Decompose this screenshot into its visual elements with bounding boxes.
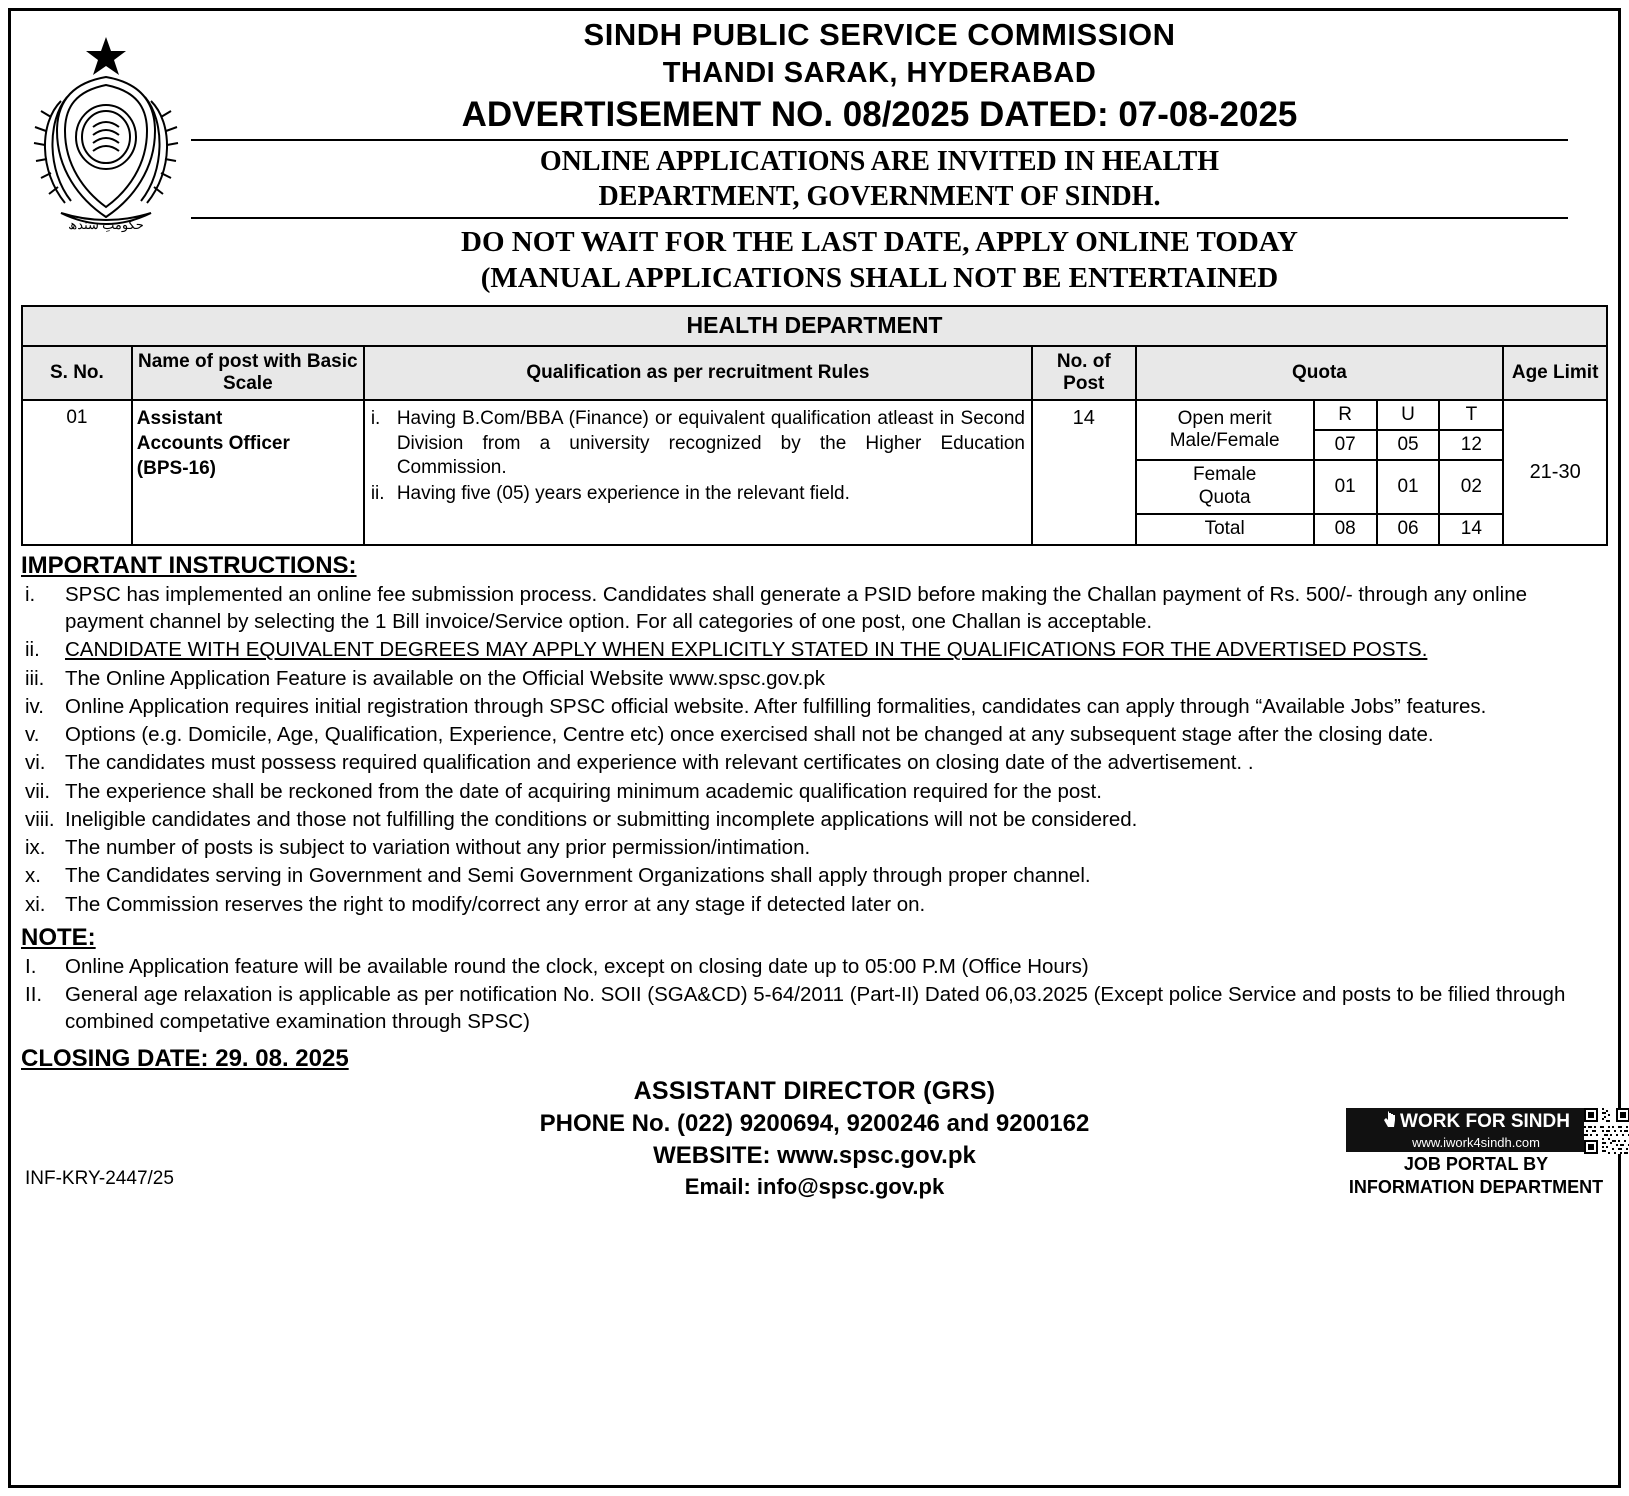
- quota-open-merit-t: 12: [1439, 430, 1502, 460]
- inf-code: INF-KRY-2447/25: [25, 1167, 174, 1189]
- quota-label-line1: Female: [1192, 464, 1257, 486]
- list-item: [21, 953, 1608, 980]
- qualification-marker: ii.: [370, 483, 385, 505]
- footer: [21, 1077, 1608, 1200]
- quota-total-u: 06: [1377, 514, 1440, 544]
- instruction-text: CANDIDATE WITH EQUIVALENT DEGREES MAY APPLY WHEN EXPLICITLY STATED IN THE QUALIFICATIONS FOR THE ADVERTISED POSTS.: [65, 638, 1428, 662]
- header: [21, 17, 1608, 297]
- organization-address: THANDI SARAK, HYDERABAD: [662, 56, 1097, 89]
- instruction-text: Ineligible candidates and those not fulfilling the conditions or submitting incomplete applications will not be considered.: [65, 807, 1138, 831]
- instruction-text: The candidates must possess required qualification and experience with relevant certificates on closing date of the advertisement. .: [65, 751, 1254, 775]
- closing-date: CLOSING DATE: 29. 08. 2025: [21, 1044, 349, 1072]
- instruction-marker: vii.: [25, 779, 51, 803]
- column-header-quota: Quota: [1136, 346, 1504, 401]
- department-heading: HEALTH DEPARTMENT: [22, 306, 1607, 346]
- post-name-line1: Assistant: [136, 408, 223, 430]
- instruction-text: Options (e.g. Domicile, Age, Qualification, Experience, Centre etc) once exercised shall not be changed at any subsequent stage after the closing date.: [65, 723, 1434, 747]
- list-item: [21, 721, 1608, 748]
- qualification-text: Having five (05) years experience in the relevant field.: [396, 483, 850, 505]
- row-qualification: [364, 400, 1032, 544]
- qr-code-icon: [1584, 1108, 1629, 1154]
- notice-line-2: (MANUAL APPLICATIONS SHALL NOT BE ENTERTAINED: [480, 262, 1279, 295]
- badge-line3: INFORMATION DEPARTMENT: [1348, 1176, 1604, 1197]
- instruction-marker: i.: [25, 582, 36, 606]
- quota-label-open-merit: [1137, 401, 1314, 460]
- organization-title-line1: SINDH PUBLIC SERVICE COMMISSION: [583, 17, 1176, 52]
- quota-label-female: [1137, 460, 1314, 514]
- invited-line-1: ONLINE APPLICATIONS ARE INVITED IN HEALTH: [539, 146, 1220, 178]
- instruction-marker: ii.: [25, 638, 40, 662]
- note-list: [21, 953, 1608, 1036]
- column-header-post: Name of post with Basic Scale: [132, 346, 364, 401]
- header-text: [191, 17, 1608, 297]
- note-marker: II.: [25, 983, 43, 1007]
- instruction-text: The Candidates serving in Government and Semi Government Organizations shall apply through proper channel.: [65, 864, 1091, 888]
- quota-header-t: T: [1439, 401, 1502, 430]
- list-item: [21, 862, 1608, 889]
- list-item: [21, 834, 1608, 861]
- instruction-marker: xi.: [25, 892, 46, 916]
- list-item: [21, 778, 1608, 805]
- footer-phone: PHONE No. (022) 9200694, 9200246 and 9200162: [539, 1109, 1090, 1137]
- svg-text:حکومتِ سندھ: حکومتِ سندھ: [68, 217, 144, 232]
- quota-label-line2: Quota: [1198, 487, 1251, 509]
- row-age-limit: 21-30: [1503, 400, 1607, 544]
- column-header-qualification: Qualification as per recruitment Rules: [364, 346, 1032, 401]
- row-sno: 01: [22, 400, 132, 544]
- posts-table: [21, 305, 1608, 546]
- footer-website[interactable]: WEBSITE: www.spsc.gov.pk: [653, 1141, 976, 1169]
- footer-email[interactable]: Email: info@spsc.gov.pk: [684, 1173, 945, 1199]
- row-no-of-post: 14: [1032, 400, 1136, 544]
- instruction-marker: iii.: [25, 666, 45, 690]
- column-header-age: Age Limit: [1503, 346, 1607, 401]
- list-item: [21, 981, 1608, 1036]
- note-marker: I.: [25, 954, 37, 978]
- logo-container: [21, 17, 191, 246]
- qualification-text: Having B.Com/BBA (Finance) or equivalent qualification atleast in Second Division from a university recognized by the Higher Education Commission.: [396, 408, 1025, 479]
- list-item: [21, 693, 1608, 720]
- note-text: Online Application feature will be available round the clock, except on closing date up to 05:00 P.M (Office Hours): [65, 954, 1089, 978]
- quota-total-r: 08: [1314, 514, 1377, 544]
- instruction-marker: x.: [25, 864, 41, 888]
- quota-header-r: R: [1314, 401, 1377, 430]
- list-item: [21, 636, 1608, 663]
- qualification-item: [371, 482, 1025, 506]
- column-header-sno: S. No.: [22, 346, 132, 401]
- badge-subtitle: www.iwork4sindh.com: [1346, 1135, 1606, 1152]
- instruction-marker: viii.: [25, 807, 55, 831]
- instruction-marker: iv.: [25, 694, 44, 718]
- instruction-marker: vi.: [25, 751, 46, 775]
- quota-table: [1137, 401, 1503, 543]
- note-text: General age relaxation is applicable as per notification No. SOII (SGA&CD) 5-64/2011 (Part-II) Dated 06,03.2025 (Except police Service and posts to be filied through combined competative examination through SPSC): [65, 983, 1566, 1034]
- list-item: [21, 665, 1608, 692]
- quota-open-merit-r: 07: [1314, 430, 1377, 460]
- instruction-text: The Commission reserves the right to modify/correct any error at any stage if detected later on.: [65, 892, 926, 916]
- quota-open-merit-u: 05: [1377, 430, 1440, 460]
- table-row: [22, 400, 1607, 544]
- qualification-item: [371, 407, 1025, 480]
- badge-line2: JOB PORTAL BY: [1403, 1154, 1549, 1175]
- post-name-line2: Accounts Officer: [136, 433, 290, 455]
- instruction-text: The number of posts is subject to variation without any prior permission/intimation.: [65, 836, 811, 860]
- instructions-title: IMPORTANT INSTRUCTIONS:: [21, 551, 357, 579]
- list-item: [21, 891, 1608, 918]
- footer-designation: ASSISTANT DIRECTOR (GRS): [633, 1076, 996, 1105]
- quota-female-r: 01: [1314, 460, 1377, 514]
- instructions-list: [21, 581, 1608, 918]
- quota-label-line2: Male/Female: [1169, 430, 1280, 452]
- quota-female-t: 02: [1439, 460, 1502, 514]
- badge-banner: [1346, 1108, 1606, 1135]
- advertisement-number: ADVERTISEMENT NO. 08/2025 DATED: 07-08-2025: [191, 95, 1568, 141]
- badge-title: WORK FOR SINDH: [1400, 1111, 1570, 1133]
- list-item: [21, 581, 1608, 636]
- quota-label-line1: Open merit: [1177, 407, 1272, 429]
- instruction-marker: v.: [25, 723, 40, 747]
- notice-line-1: DO NOT WAIT FOR THE LAST DATE, APPLY ONLINE TODAY: [461, 225, 1298, 258]
- instruction-text: The Online Application Feature is available on the Official Website www.spsc.gov.pk: [65, 666, 826, 690]
- instruction-text: Online Application requires initial registration through SPSC official website. After fulfilling formalities, candidates can apply through “Available Jobs” features.: [65, 694, 1487, 718]
- column-header-posts: No. of Post: [1032, 346, 1136, 401]
- instruction-text: SPSC has implemented an online fee submission process. Candidates shall generate a PSID before making the Challan payment of Rs. 500/- through any online payment channel by selecting the 1 Bill invoice/Service option. For all categories of one post, one Challan is acceptable.: [65, 582, 1528, 634]
- post-scale: (BPS-16): [136, 457, 216, 479]
- list-item: [21, 806, 1608, 833]
- quota-total-t: 14: [1439, 514, 1502, 544]
- row-quota: [1136, 400, 1504, 544]
- job-portal-badge: [1346, 1108, 1606, 1197]
- quota-header-u: U: [1377, 401, 1440, 430]
- invited-line-2: DEPARTMENT, GOVERNMENT OF SINDH.: [598, 180, 1161, 212]
- page-border: [8, 8, 1621, 1488]
- note-title: NOTE:: [21, 923, 96, 951]
- instruction-text: The experience shall be reckoned from the date of acquiring minimum academic qualification required for the post.: [65, 779, 1102, 803]
- quota-label-total: Total: [1137, 514, 1314, 544]
- instruction-marker: ix.: [25, 836, 46, 860]
- list-item: [21, 749, 1608, 776]
- sindh-government-emblem-icon: [31, 31, 181, 246]
- row-post-name: [132, 400, 364, 544]
- quota-female-u: 01: [1377, 460, 1440, 514]
- qualification-marker: i.: [370, 408, 381, 430]
- pointing-hand-icon: [1382, 1110, 1396, 1134]
